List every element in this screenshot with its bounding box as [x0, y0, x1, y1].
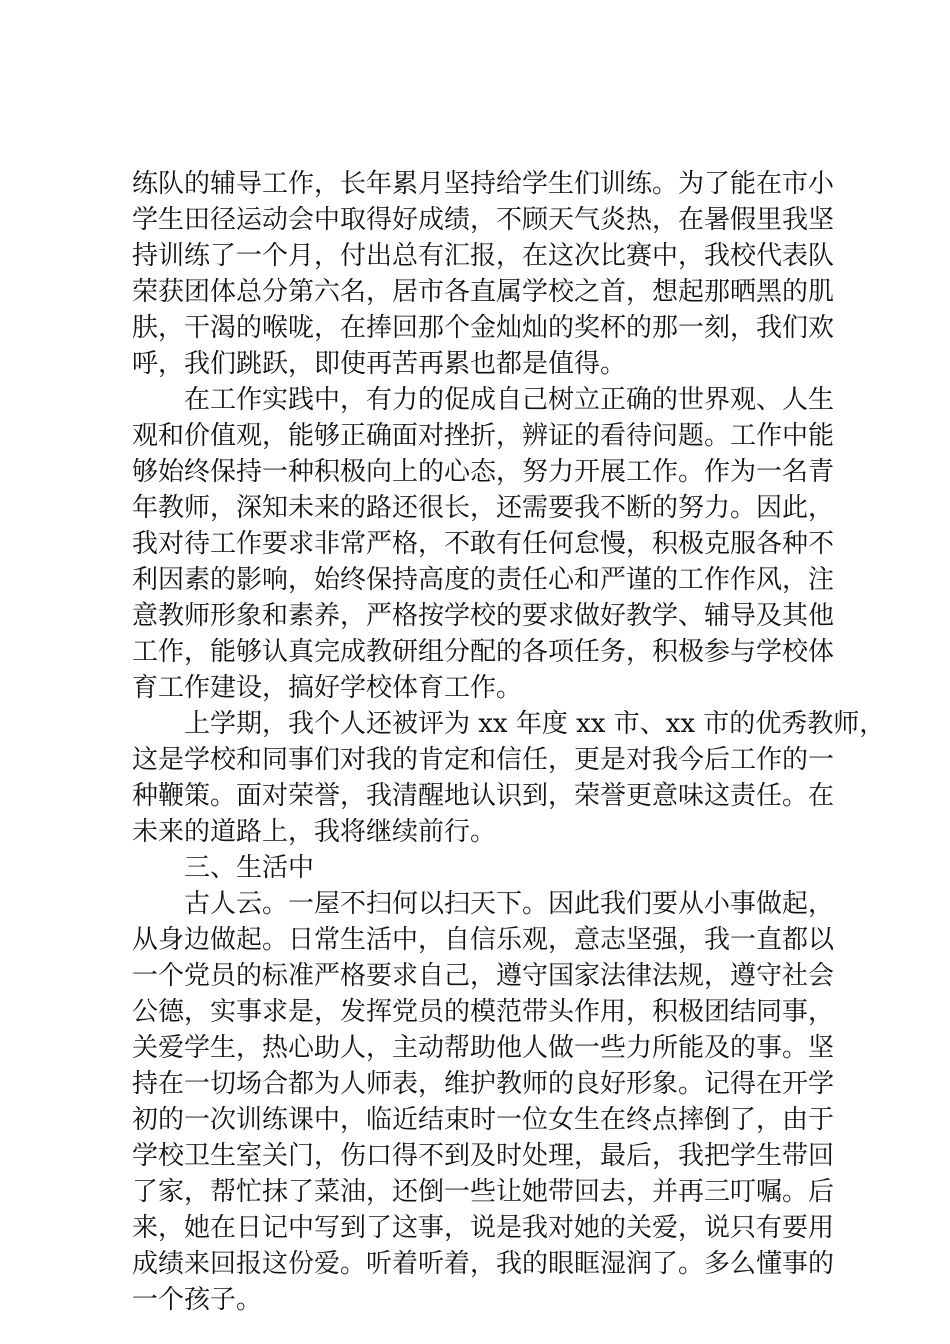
- text-line: 一个党员的标准严格要求自己，遵守国家法律法规，遵守社会: [132, 961, 835, 991]
- text-line: 学校卫生室关门，伤口得不到及时处理，最后，我把学生带回: [132, 1141, 835, 1171]
- text-line: 一个孩子。: [132, 1285, 263, 1315]
- text-line: 了家，帮忙抹了菜油，还倒一些让她带回去，并再三叮嘱。后: [132, 1177, 835, 1207]
- text-line: 这是学校和同事们对我的肯定和信任，更是对我今后工作的一: [132, 745, 835, 775]
- text-line: 初的一次训练课中，临近结束时一位女生在终点摔倒了，由于: [132, 1105, 835, 1135]
- text-line: 来，她在日记中写到了这事，说是我对她的关爱，说只有要用: [132, 1213, 835, 1243]
- text-line: 从身边做起。日常生活中，自信乐观，意志坚强，我一直都以: [132, 925, 835, 955]
- text-line: 未来的道路上，我将继续前行。: [132, 817, 497, 847]
- text-line: 意教师形象和素养，严格按学校的要求做好教学、辅导及其他: [132, 601, 835, 631]
- text-line: 利因素的影响，始终保持高度的责任心和严谨的工作作风，注: [132, 565, 835, 595]
- text-line: 呼，我们跳跃，即使再苦再累也都是值得。: [132, 349, 627, 379]
- paragraph-first-line: 古人云。一屋不扫何以扫天下。因此我们要从小事做起，: [184, 889, 835, 919]
- text-line: 育工作建设，搞好学校体育工作。: [132, 673, 523, 703]
- text-line: 荣获团体总分第六名，居市各直属学校之首，想起那晒黑的肌: [132, 277, 835, 307]
- paragraph-first-line: 在工作实践中，有力的促成自己树立正确的世界观、人生: [184, 385, 835, 415]
- section-heading: 三、生活中: [184, 853, 315, 883]
- text-line: 成绩来回报这份爱。听着听着，我的眼眶湿润了。多么懂事的: [132, 1249, 835, 1279]
- text-line: 学生田径运动会中取得好成绩，不顾天气炎热，在暑假里我坚: [132, 205, 835, 235]
- text-line: 持训练了一个月，付出总有汇报，在这次比赛中，我校代表队: [132, 241, 835, 271]
- text-line: 持在一切场合都为人师表，维护教师的良好形象。记得在开学: [132, 1069, 835, 1099]
- text-line: 练队的辅导工作，长年累月坚持给学生们训练。为了能在市小: [132, 169, 835, 199]
- text-line: 关爱学生，热心助人，主动帮助他人做一些力所能及的事。坚: [132, 1033, 835, 1063]
- text-line: 年教师，深知未来的路还很长，还需要我不断的努力。因此，: [132, 493, 835, 523]
- text-line: 肤，干渴的喉咙，在捧回那个金灿灿的奖杯的那一刻，我们欢: [132, 313, 835, 343]
- text-line: 我对待工作要求非常严格，不敢有任何怠慢，积极克服各种不: [132, 529, 835, 559]
- text-line: 够始终保持一种积极向上的心态，努力开展工作。作为一名青: [132, 457, 835, 487]
- text-line: 公德，实事求是，发挥党员的模范带头作用，积极团结同事，: [132, 997, 835, 1027]
- text-line: 工作，能够认真完成教研组分配的各项任务，积极参与学校体: [132, 637, 835, 667]
- text-line: 种鞭策。面对荣誉，我清醒地认识到，荣誉更意味这责任。在: [132, 781, 835, 811]
- paragraph-first-line: 上学期，我个人还被评为 xx 年度 xx 市、xx 市的优秀教师，: [184, 709, 886, 739]
- text-line: 观和价值观，能够正确面对挫折，辨证的看待问题。工作中能: [132, 421, 835, 451]
